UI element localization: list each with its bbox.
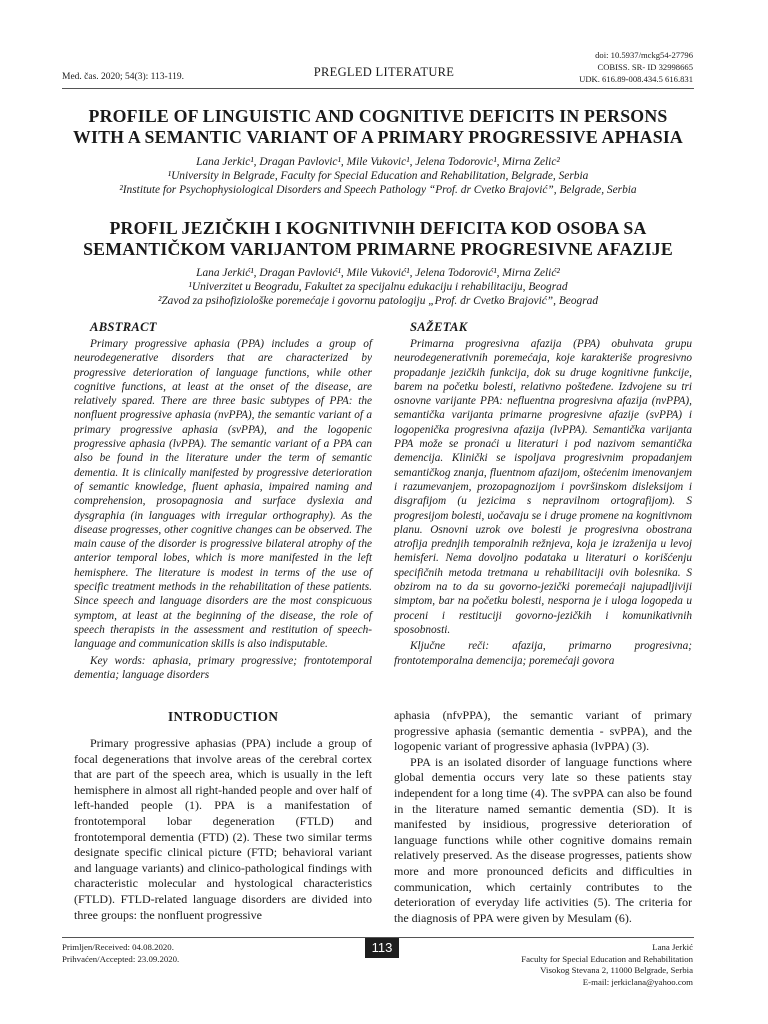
abstract-text: Primary progressive aphasia (PPA) includes a group of neurodegenerative disorders that are characterized by progressive deterioration of language functions, while other cognitive functions, at least at the onset of the disease, are relatively spared. There are three basic subtypes of PPA: the nonfluent progressive aphasia (nvPPA), the semantic variant of a primary progressive aphasia (svPPA), and the logopenic progressive aphasia (lvPPA). The semantic variant of a PPA can also be found in the literature under the term of semantic dementia. It is clinically manifested by progressive deterioration of semantic knowledge, fluent aphasia, impaired naming and comprehension, prosopagnosia and surface dyslexia and dysgraphia (in languages with irregular orthography). As the disease progresses, other cognitive changes can be observed. The main cause of the disorder is progressive bilateral atrophy of the anterior temporal lobes, which is more manifested in the left hemisphere. The literature is modest in terms of the use of specific treatment methods in the rehabilitation of these patients. Since speech and language disorders are the most conspicuous symptom, at least at the beginning of the disease, the role of speech therapists in the assessment and restitution of speech-language and communication skills is also indisputable. [74,338,372,651]
introduction-heading: INTRODUCTION [168,709,279,724]
english-title-line-2: WITH A SEMANTIC VARIANT OF A PRIMARY PROGRESSIVE APHASIA [73,127,683,147]
serbian-title [62,218,694,260]
serbian-title-line-2: SEMANTIČKOM VARIJANTOM PRIMARNE PROGRESIVNE AFAZIJE [83,239,673,259]
introduction-left-column [74,736,372,923]
introduction-paragraph-1-continued: aphasia (nfvPPA), the semantic variant of primary progressive aphasia (semantic dementia - svPPA), and the logopenic variant of progressive aphasia (lvPPA) (3). [394,708,692,754]
identifiers-block [579,50,693,85]
correspondence-address: Visokog Stevana 2, 11000 Belgrade, Serbia [540,965,693,975]
sazetak-heading: SAŽETAK [410,320,468,334]
sazetak-keywords: Ključne reči: afazija, primarno progresivna; frontotemporalna demencija; poremećaji govora [394,640,692,667]
serbian-affiliation-2: ²Zavod za psihofiziološke poremećaje i govornu patologiju „Prof. dr Cvetko Brajović”, Beograd [157,295,599,307]
serbian-title-line-1: PROFIL JEZIČKIH I KOGNITIVNIH DEFICITA KOD OSOBA SA [109,218,647,238]
sazetak-text: Primarna progresivna afazija (PPA) obuhvata grupu neurodegenerativnih poremećaja, koje karakteriše progresivno propadanje jezičkih funkcija, dok su druge kognitivne funkcije, barem na početku bolesti, relativno pošteđene. Izdvojene su tri osnovne varijante PPA: nefluentna progresivna afazija (nvPPA), semantička varijanta primarne progresivne afazije (svPPA) i logopenička progresivna afazija (lvPPA). Semantička varijanta PPA može se pronaći u literaturi i pod nazivom semantička demencija. Klinički se ispoljava progresivnim propadanjem semantičkog znanja, fluentnom afazijom, oštećenim imenovanjem i razumevanjem, prozopagnozijom i površinskom disleksijom i disgrafijom (u jezicima s nepravilnom ortografijom). S progresijom bolesti, uočavaju se i druge promene na kognitivnom planu. Osnovni uzrok ove bolesti je progresivna obostrana atrofija prednjih temporalnih režnjeva, koja je izraženija u levoj hemisferi. Nema dovoljno podataka u literaturi o korišćenju specifičnih metoda tretmana u rehabilitaciji ovih bolesnika. S obzirom na to da su govorno-jezički poremećaji najupadljiviji simptom, bar na početku bolesti, nesporna je i uloga logopeda u proceni i restituciji govorno-jezičkih i komunikativnih sposobnosti. [394,338,692,636]
cobiss-id: COBISS. SR- ID 32998665 [597,61,693,72]
abstract-heading: ABSTRACT [90,320,157,334]
abstract-keywords: Key words: aphasia, primary progressive; frontotemporal dementia; language disorders [74,654,372,681]
dates-block [62,942,179,965]
doi: doi: 10.5937/mckg54-27796 [595,50,693,60]
english-title [62,106,694,148]
abstract-body [74,337,372,682]
serbian-affiliation-1: ¹Univerzitet u Beogradu, Fakultet za specijalnu edukaciju i rehabilitaciju, Beograd [188,281,568,293]
serbian-authors: Lana Jerkić¹, Dragan Pavlović¹, Mile Vuković¹, Jelena Todorović¹, Mirna Zelić² [196,267,560,279]
section-label: PREGLED LITERATURE [313,65,455,79]
sazetak-body [394,337,692,668]
introduction-paragraph-2: PPA is an isolated disorder of language functions where global dementia occurs very late so these patients stay independent for a long time (4). The svPPA can also be found in the literature named semantic dementia (SD). It is manifested by insidious, progressive deterioration of language functions while other cognitive domains remain relatively preserved. As the disease progresses, patients show more and more pronounced deficits and difficulties in communication, which certainly contributes to the deterioration of everyday life activities (5). The criteria for the diagnosis of PPA were given by Mesulam (6). [394,754,692,925]
correspondence-email[interactable]: E-mail: jerkiclana@yahoo.com [582,976,693,987]
english-affiliation-2: ²Institute for Psychophysiological Disorders and Speech Pathology “Prof. dr Cvetko Brajović”, Belgrade, Serbia [119,184,637,196]
udk-code: UDK. 616.89-008.434.5 616.831 [579,73,693,84]
journal-reference: Med. čas. 2020; 54(3): 113-119. [62,72,184,82]
english-title-line-1: PROFILE OF LINGUISTIC AND COGNITIVE DEFICITS IN PERSONS [88,106,668,126]
english-affiliation-1: ¹University in Belgrade, Faculty for Special Education and Rehabilitation, Belgrade, Serbia [167,170,589,182]
correspondence-block [521,942,693,988]
english-authors: Lana Jerkic¹, Dragan Pavlovic¹, Mile Vukovic¹, Jelena Todorovic¹, Mirna Zelic² [196,156,560,168]
header-rule [62,88,694,89]
page-number: 113 [365,938,399,958]
introduction-right-column [394,708,692,926]
received-date: Primljen/Received: 04.08.2020. [62,942,174,952]
accepted-date: Prihvaćen/Accepted: 23.09.2020. [62,953,180,964]
introduction-paragraph-1: Primary progressive aphasias (PPA) include a group of focal degenerations that involve areas of the cerebral cortex that are part of the speech area, which is usually in the left hemisphere in almost all right-handed people and over half of left-handed people (1). PPA is a manifestation of frontotemporal lobar degeneration (FTLD) and frontotemporal dementia (FTD) (2). These two similar terms designate specific clinical picture (FTD; behavioral variant and language variants) and clinico-pathological findings with characteristic molecular and hystological characteristics (FTLD). FTLD-related language disorders are divided into three groups: the nonfluent progressive [74,736,372,922]
correspondence-institution: Faculty for Special Education and Rehabilitation [521,953,693,964]
correspondence-name: Lana Jerkić [652,942,693,952]
